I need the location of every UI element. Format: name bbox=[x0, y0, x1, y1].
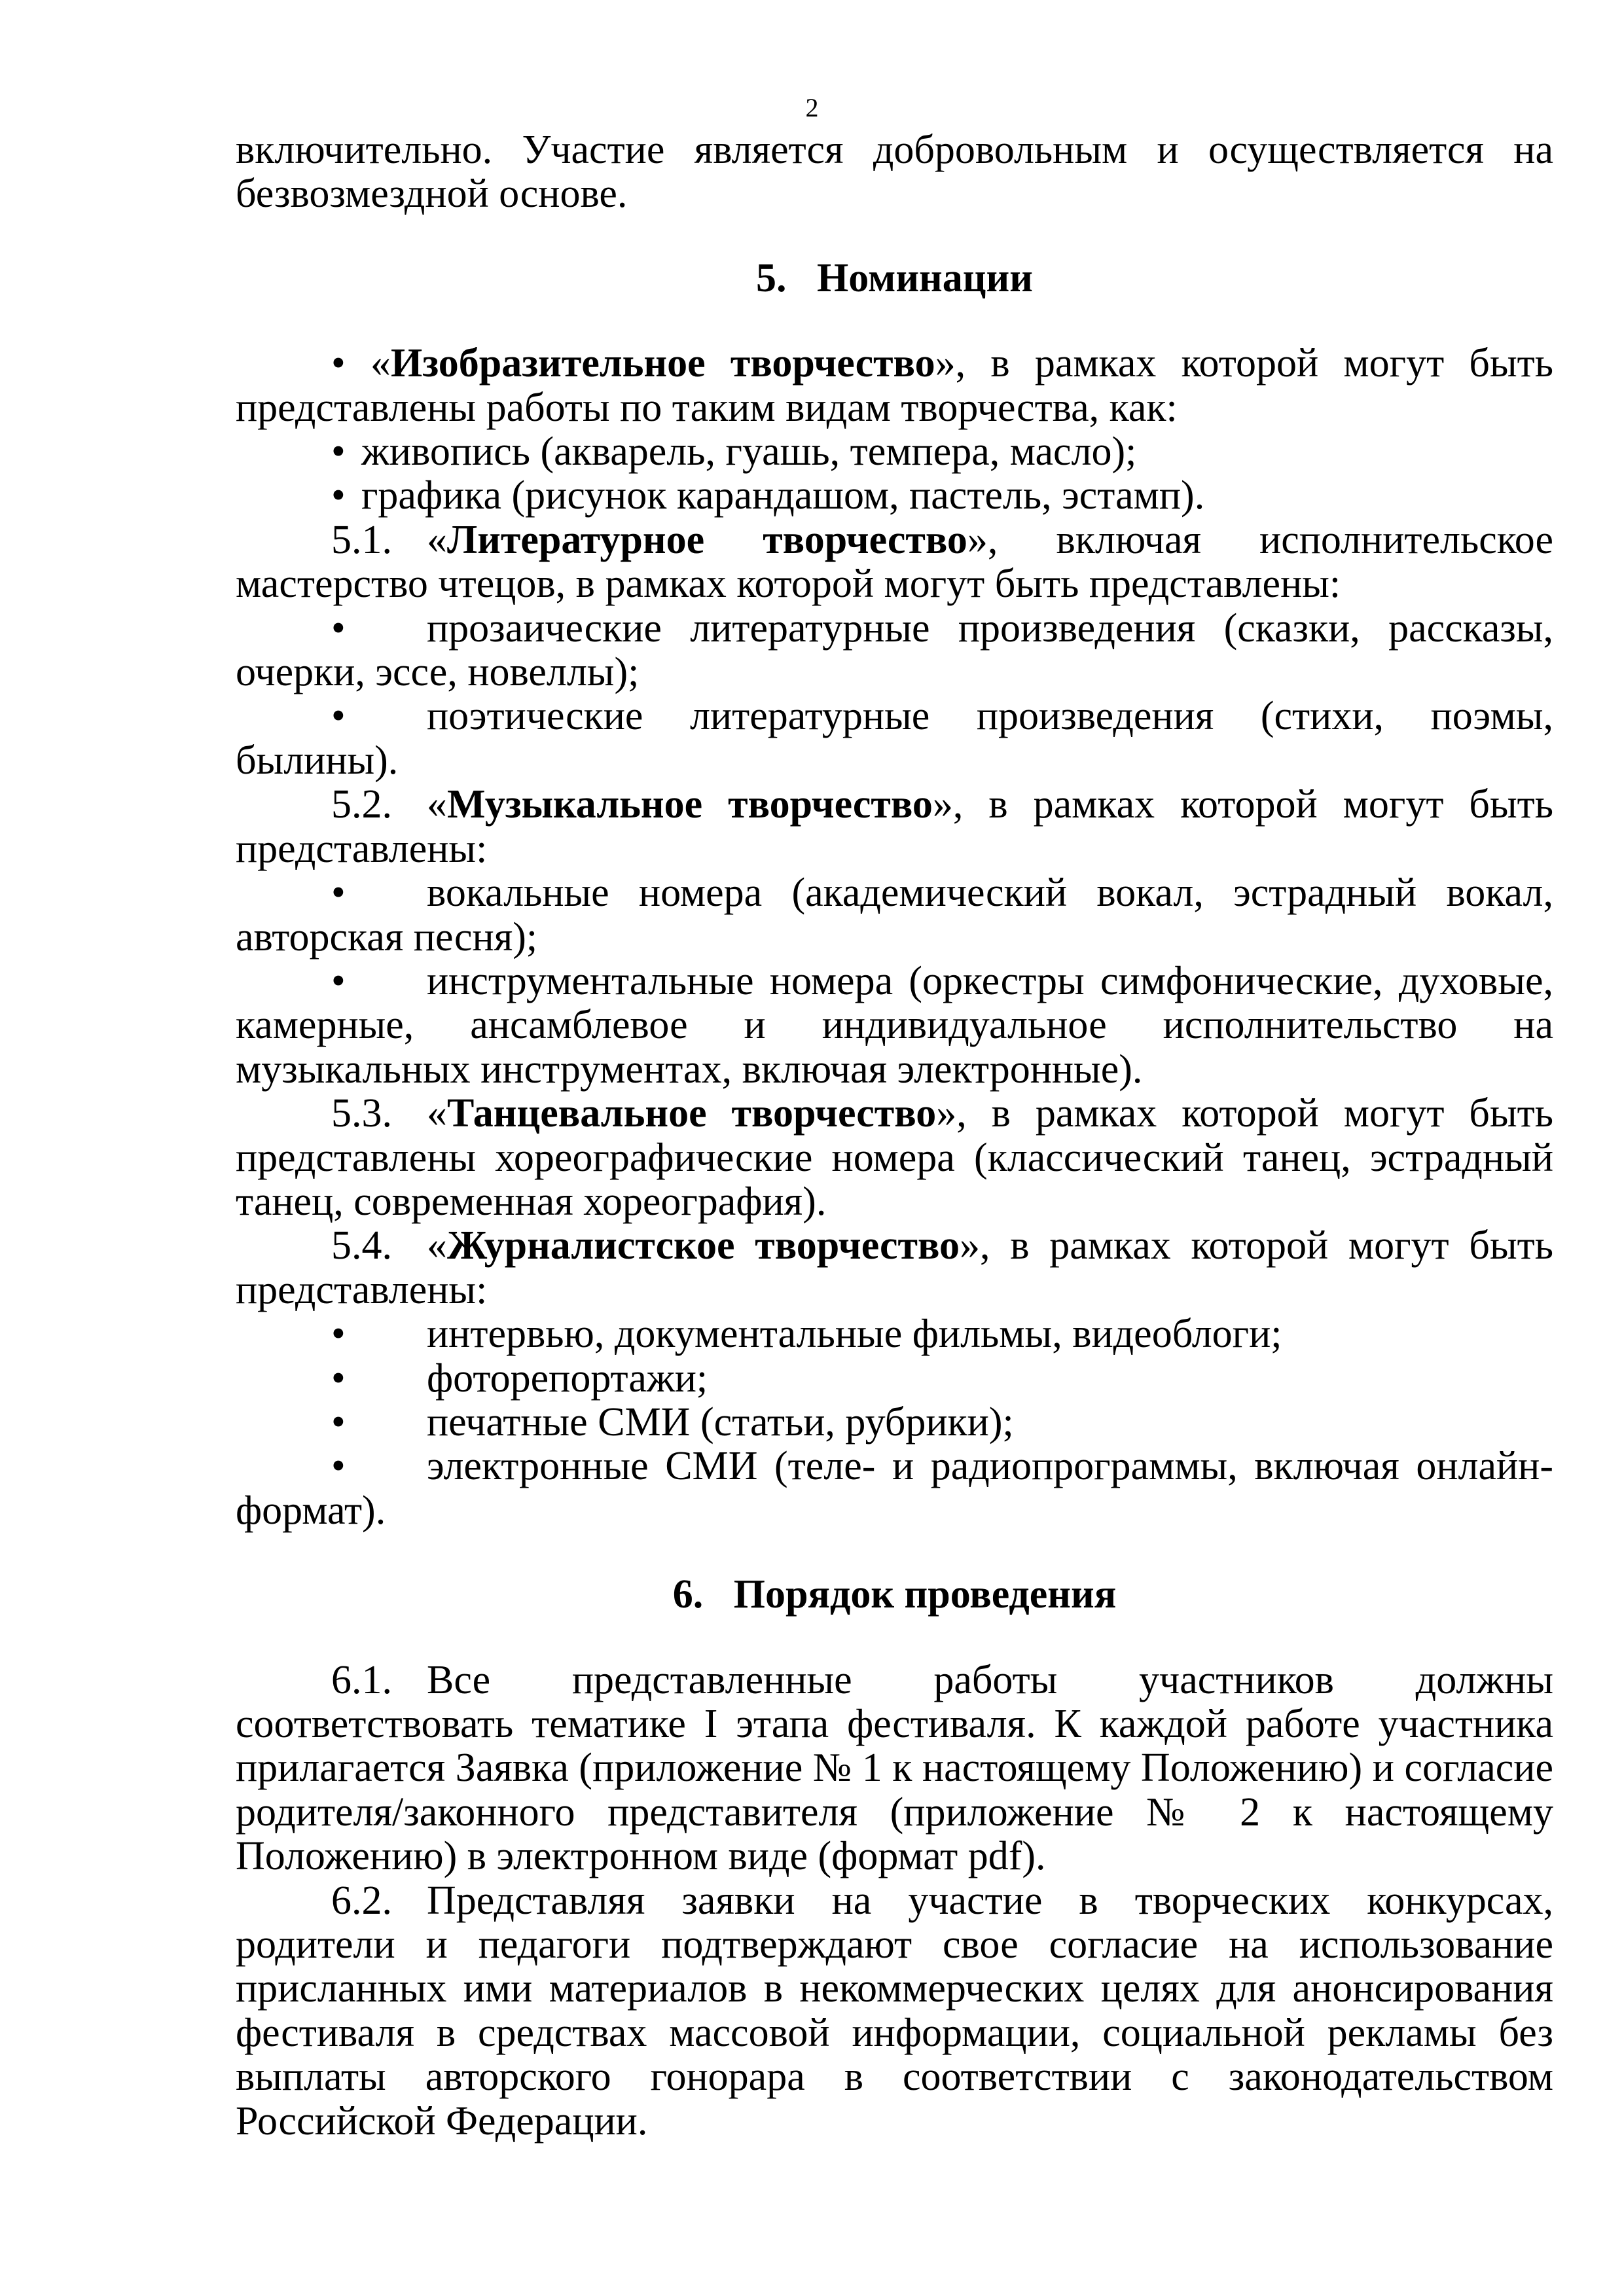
paragraph-number: 6.2. bbox=[331, 1878, 392, 1923]
subsection-5-2: 5.2. «Музыкальное творчество», в рамках которой могут быть представлены: bbox=[236, 782, 1553, 871]
subsection-number: 5.4. bbox=[331, 1223, 392, 1268]
subsection-number: 5.1. bbox=[331, 517, 392, 562]
list-item: • инструментальные номера (оркестры симфонические, духовые, камерные, ансамблевое и индивидуальное исполнительство на музыкальных инструментах, включая электронные). bbox=[236, 958, 1553, 1092]
nomination-name: Литературное творчество bbox=[447, 517, 967, 562]
paragraph-6-2: 6.2. Представляя заявки на участие в творческих конкурсах, родители и педагоги подтверждают свое согласие на использование присланных ими материалов в некоммерческих целях для анонсирования фестиваля в средствах массовой информации, социальной рекламы без выплаты авторского гонорара в соответствии с законодательством Российской Федерации. bbox=[236, 1878, 1553, 2144]
bullet-icon: • bbox=[331, 958, 346, 1003]
section-5-heading bbox=[236, 257, 1553, 300]
list-item: • прозаические литературные произведения (сказки, рассказы, очерки, эссе, новеллы); bbox=[236, 605, 1553, 695]
section-5-number: 5. bbox=[756, 255, 787, 300]
subsection-5-1: 5.1. «Литературное творчество», включая исполнительское мастерство чтецов, в рамках которой могут быть представлены: bbox=[236, 517, 1554, 607]
bullet-icon: • bbox=[331, 1444, 346, 1489]
subsection-number: 5.2. bbox=[331, 782, 392, 827]
list-item: • графика (рисунок карандашом, пастель, эстамп). bbox=[331, 473, 1205, 518]
nomination-name: Музыкальное творчество bbox=[447, 782, 933, 827]
bullet-icon: • bbox=[331, 341, 346, 386]
nomination-name: Журналистское творчество bbox=[447, 1223, 960, 1268]
bullet-icon: • bbox=[331, 1399, 346, 1444]
list-item: • живопись (акварель, гуашь, темпера, масло); bbox=[331, 429, 1137, 475]
subsection-number: 5.3. bbox=[331, 1091, 392, 1136]
bullet-icon: • bbox=[331, 870, 346, 916]
section-5-title: Номинации bbox=[817, 255, 1033, 300]
paragraph-6-1: 6.1. Все представленные работы участников должны соответствовать тематике I этапа фестиваля. К каждой работе участника прилагается Заявка (приложение № 1 к настоящему Положению) и согласие родителя/законного представителя (приложение № 2 к настоящему Положению) в электронном виде (формат pdf). bbox=[236, 1657, 1553, 1879]
section-6-title: Порядок проведения bbox=[733, 1572, 1117, 1617]
paragraph-number: 6.1. bbox=[331, 1657, 392, 1702]
bullet-icon: • bbox=[331, 1312, 346, 1357]
nomination-fine-arts: • «Изобразительное творчество», в рамках которой могут быть представлены работы по таким видам творчества, как: bbox=[236, 341, 1554, 430]
nomination-name: Танцевальное творчество bbox=[447, 1091, 937, 1136]
list-item: • печатные СМИ (статьи, рубрики); bbox=[331, 1399, 1014, 1444]
bullet-icon: • bbox=[331, 1355, 346, 1401]
bullet-icon: • bbox=[331, 694, 346, 739]
list-item: • электронные СМИ (теле- и радиопрограммы, включая онлайн-формат). bbox=[236, 1444, 1553, 1533]
subsection-5-3: 5.3. «Танцевальное творчество», в рамках которой могут быть представлены хореографические номера (классический танец, эстрадный танец, современная хореография). bbox=[236, 1091, 1553, 1224]
bullet-icon: • bbox=[331, 429, 346, 475]
section-6-heading bbox=[236, 1573, 1553, 1617]
nomination-description: , в рамках которой могут быть представлены работы по таким видам творчества, как: bbox=[236, 341, 1554, 430]
subsection-5-4: 5.4. «Журналистское творчество», в рамках которой могут быть представлены: bbox=[236, 1223, 1553, 1312]
list-item: • поэтические литературные произведения (стихи, поэмы, былины). bbox=[236, 694, 1553, 783]
page-number: 2 bbox=[805, 93, 819, 122]
nomination-name: Изобразительное творчество bbox=[390, 341, 935, 386]
list-item: • вокальные номера (академический вокал, эстрадный вокал, авторская песня); bbox=[236, 870, 1553, 960]
section-6-number: 6. bbox=[672, 1572, 704, 1617]
document-body bbox=[236, 128, 1553, 2144]
intro-paragraph: включительно. Участие является добровольным и осуществляется на безвозмездной основе. bbox=[236, 128, 1553, 217]
list-item: • интервью, документальные фильмы, видеоблоги; bbox=[331, 1312, 1282, 1357]
list-item: • фоторепортажи; bbox=[331, 1355, 708, 1401]
bullet-icon: • bbox=[331, 473, 346, 518]
bullet-icon: • bbox=[331, 605, 346, 651]
